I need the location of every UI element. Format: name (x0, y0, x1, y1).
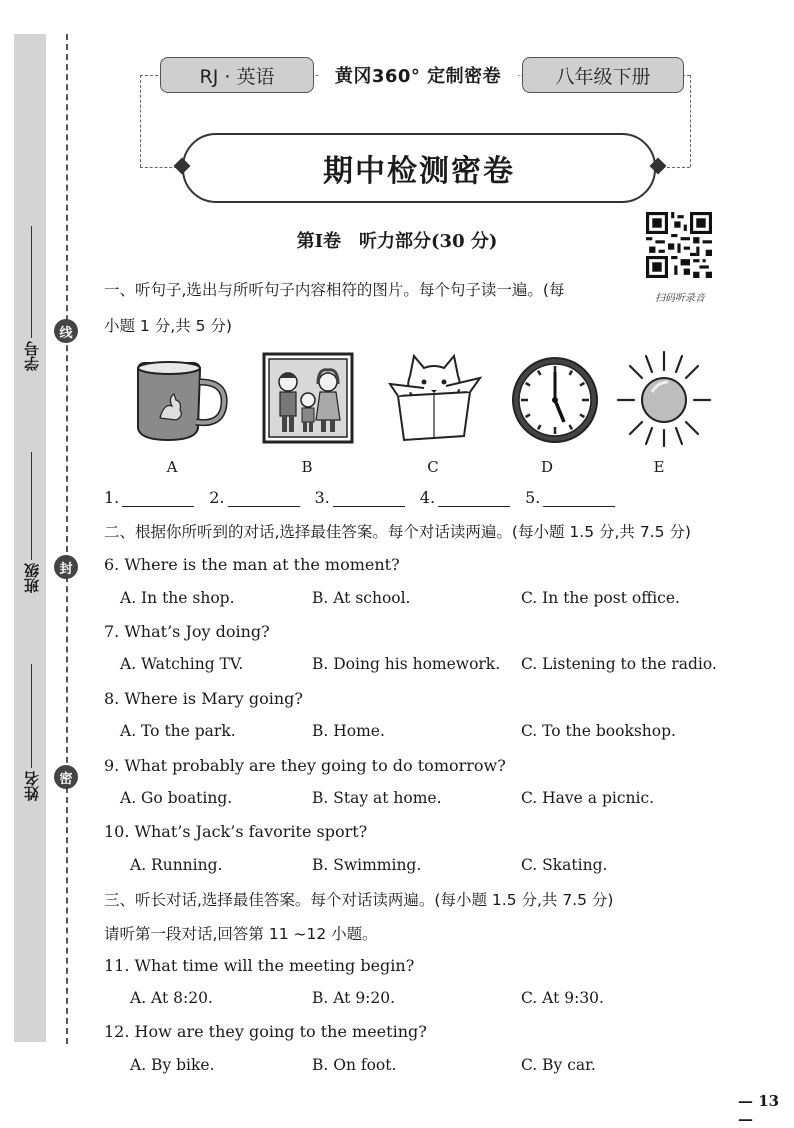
answer-blank-2[interactable] (209, 488, 299, 507)
q8-option-b[interactable]: B. Home. (312, 722, 385, 740)
blank-number: 5. (525, 488, 541, 507)
series-name: 黄冈360° 定制密卷 (318, 60, 518, 90)
answer-blank-3[interactable] (315, 488, 405, 507)
page-number: — 13 — (738, 1092, 780, 1128)
part3-instruction: 三、听长对话,选择最佳答案。每个对话读两遍。(每小题 1.5 分,共 7.5 分) (104, 891, 614, 909)
picture-label-e: E (653, 458, 665, 476)
picture-label-b: B (301, 458, 313, 476)
blank-line (333, 490, 405, 507)
blank-number: 3. (314, 488, 330, 507)
q11-option-c[interactable]: C. At 9:30. (521, 989, 604, 1007)
question-8: 8. Where is Mary going? (104, 689, 303, 708)
name-field (20, 664, 42, 801)
q8-option-c[interactable]: C. To the bookshop. (521, 722, 676, 740)
exam-title: 期中检测密卷 (182, 133, 656, 203)
q9-option-c[interactable]: C. Have a picnic. (521, 789, 655, 807)
part1-instruction-line2: 小题 1 分,共 5 分) (104, 317, 232, 335)
q11-option-a[interactable]: A. At 8:20. (130, 989, 213, 1007)
answer-blanks (104, 488, 615, 507)
part3-sub-instruction: 请听第一段对话,回答第 11 ~12 小题。 (104, 925, 378, 943)
blank-line (543, 490, 615, 507)
part2-instruction: 二、根据你所听到的对话,选择最佳答案。每个对话读两遍。(每小题 1.5 分,共 7.5 分) (104, 523, 691, 541)
q6-option-c[interactable]: C. In the post office. (521, 589, 680, 607)
question-7: 7. What’s Joy doing? (104, 622, 270, 641)
q9-option-a[interactable]: A. Go boating. (120, 789, 233, 807)
class-field (20, 452, 42, 593)
cat-in-box-icon (384, 348, 484, 448)
seal-secret-mark: 密 (54, 765, 78, 789)
answer-blank-5[interactable] (525, 488, 615, 507)
q7-option-b[interactable]: B. Doing his homework. (312, 655, 501, 673)
blank-number: 4. (419, 488, 436, 507)
part1-instruction-line1: 一、听句子,选出与所听句子内容相符的图片。每个句子读一遍。(每 (104, 281, 565, 299)
picture-label-d: D (540, 458, 554, 476)
q10-option-c[interactable]: C. Skating. (521, 856, 608, 874)
q7-option-c[interactable]: C. Listening to the radio. (521, 655, 717, 673)
answer-blank-1[interactable] (104, 488, 194, 507)
mug-icon (128, 348, 228, 448)
q8-option-a[interactable]: A. To the park. (120, 722, 236, 740)
q12-option-b[interactable]: B. On foot. (312, 1056, 397, 1074)
sun-icon (614, 348, 714, 448)
header-dashed-left (140, 75, 141, 167)
question-10: 10. What’s Jack’s favorite sport? (104, 822, 368, 841)
fold-dashed-line (66, 34, 68, 1044)
answer-blank-4[interactable] (420, 488, 510, 507)
q12-option-a[interactable]: A. By bike. (130, 1056, 215, 1074)
clock-icon (505, 348, 605, 448)
grade-tag: 八年级下册 (522, 57, 684, 93)
picture-label-c: C (427, 458, 439, 476)
q9-option-b[interactable]: B. Stay at home. (312, 789, 442, 807)
name-label: 姓名 (22, 771, 41, 801)
blank-number: 2. (209, 488, 225, 507)
qr-caption: 扫码听录音 (655, 293, 705, 304)
blank-number: 1. (104, 488, 120, 507)
q12-option-c[interactable]: C. By car. (521, 1056, 596, 1074)
header-dashed-right (690, 75, 691, 167)
q6-option-b[interactable]: B. At school. (312, 589, 411, 607)
q6-option-a[interactable]: A. In the shop. (120, 589, 235, 607)
student-id-label: 学号 (22, 341, 41, 371)
class-label: 班级 (22, 563, 41, 593)
seal-seal-mark: 封 (54, 555, 78, 579)
q10-option-b[interactable]: B. Swimming. (312, 856, 422, 874)
family-photo-icon (258, 348, 358, 448)
section-title: 第Ⅰ卷 听力部分(30 分) (296, 231, 498, 252)
picture-label-a: A (166, 458, 178, 476)
question-11: 11. What time will the meeting begin? (104, 956, 415, 975)
blank-line (438, 490, 510, 507)
q7-option-a[interactable]: A. Watching TV. (120, 655, 244, 673)
question-12: 12. How are they going to the meeting? (104, 1022, 427, 1041)
q10-option-a[interactable]: A. Running. (130, 856, 223, 874)
q11-option-b[interactable]: B. At 9:20. (312, 989, 396, 1007)
question-9: 9. What probably are they going to do tomorrow? (104, 756, 506, 775)
blank-line (228, 490, 300, 507)
question-6: 6. Where is the man at the moment? (104, 555, 400, 574)
blank-line (122, 490, 194, 507)
qr-code-icon[interactable] (646, 212, 712, 278)
subject-tag: RJ · 英语 (160, 57, 314, 93)
seal-line-mark: 线 (54, 319, 78, 343)
